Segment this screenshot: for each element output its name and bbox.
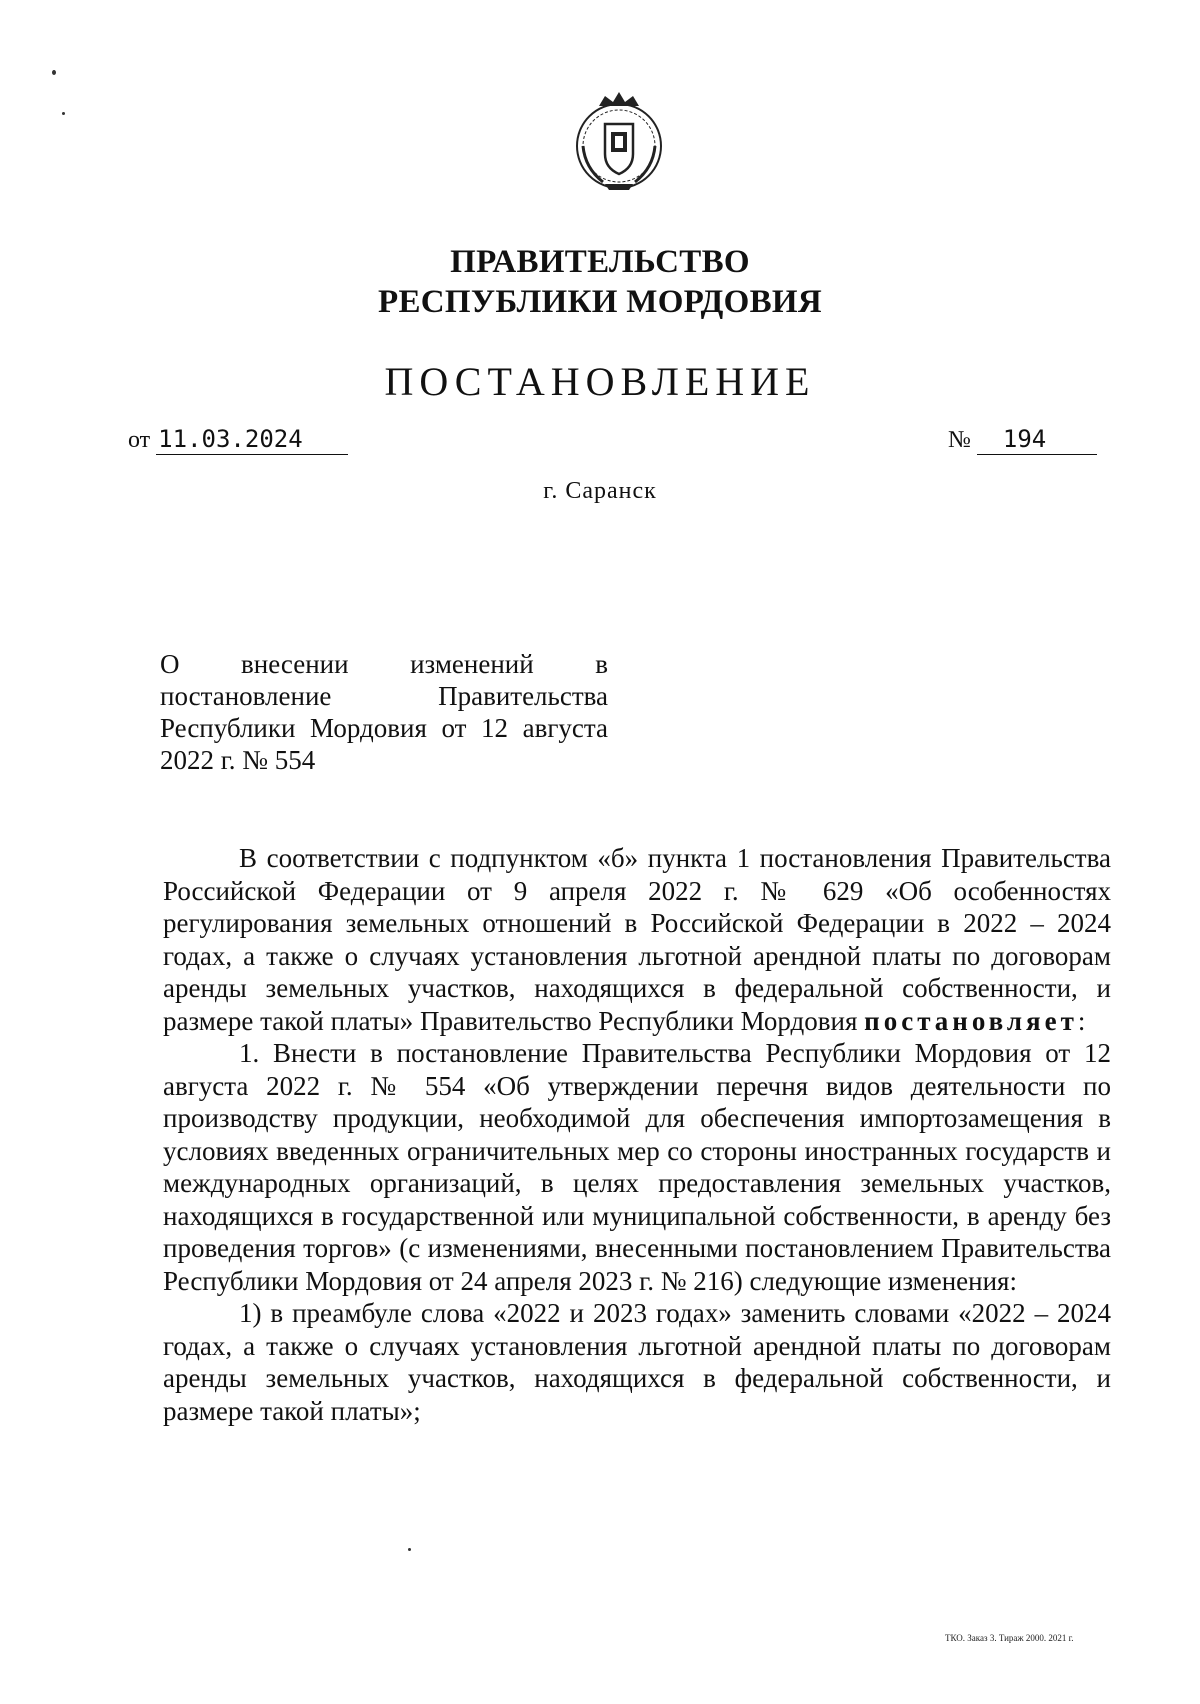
body-paragraph-preamble <box>163 842 1111 1037</box>
scan-speck <box>52 70 56 75</box>
date-prefix: от <box>128 427 151 453</box>
document-number <box>948 424 1097 455</box>
scan-speck <box>408 1548 411 1551</box>
preamble-end: : <box>1077 1005 1086 1036</box>
document-subject: О внесении изменений в постановление Правительства Республики Мордовия от 12 августа 2022 г. № 554 <box>160 649 608 775</box>
document-date <box>128 424 348 455</box>
scan-speck <box>62 112 65 115</box>
number-prefix: № <box>948 427 971 453</box>
org-name-line1: ПРАВИТЕЛЬСТВО <box>450 244 750 280</box>
body-paragraph-subitem-1: 1) в преамбуле слова «2022 и 2023 годах» заменить словами «2022 – 2024 годах, а также о случаях установления льготной арендной платы по договорам аренды земельных участков, находящихся в федеральной собственности, и размере такой платы»; <box>163 1298 1111 1426</box>
number-value: 194 <box>977 424 1097 455</box>
decree-keyword: постановляет <box>864 1005 1078 1036</box>
coat-of-arms-emblem <box>569 88 669 196</box>
city-name: г. Саранск <box>543 478 657 504</box>
body-paragraph-item-1: 1. Внести в постановление Правительства Республики Мордовия от 12 августа 2022 г. № 554 «Об утверждении перечня видов деятельности по производству продукции, необходимой для обеспечения импортозамещения в условиях введенных ограничительных мер со стороны иностранных государств и международных организаций, в целях предоставления земельных участков, находящихся в государственной или муниципальной собственности, в аренду без проведения торгов» (с изменениями, внесенными постановлением Правительства Республики Мордовия от 24 апреля 2023 г. № 216) следующие изменения: <box>163 1038 1111 1296</box>
document-body <box>163 842 1111 1427</box>
document-type-title: ПОСТАНОВЛЕНИЕ <box>384 359 816 404</box>
org-name-line2: РЕСПУБЛИКИ МОРДОВИЯ <box>377 284 822 320</box>
preamble-text: В соответствии с подпунктом «б» пункта 1 постановления Правительства Российской Федерации от 9 апреля 2022 г. № 629 «Об особенностях регулирования земельных отношений в Российской Федерации в 2022 – 2024 годах, а также о случаях установления льготной арендной платы по договорам аренды земельных участков, находящихся в федеральной собственности, и размере такой платы» Правительство Республики Мордовия <box>163 843 1111 1036</box>
print-footer: ТКО. Заказ 3. Тираж 2000. 2021 г. <box>945 1633 1074 1643</box>
date-value: 11.03.2024 <box>156 424 348 455</box>
